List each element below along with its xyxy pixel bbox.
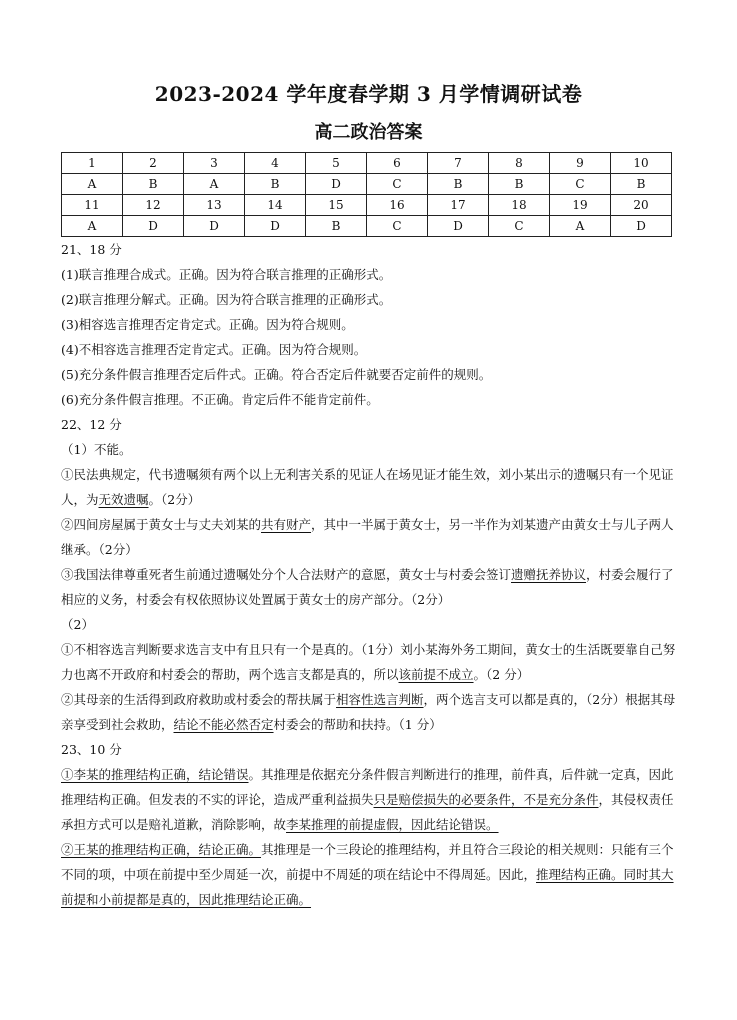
- answer-cell: D: [428, 216, 489, 237]
- answer-cell: B: [123, 174, 184, 195]
- question-number-cell: 20: [611, 195, 672, 216]
- q21-heading: 21、18 分: [61, 242, 122, 257]
- q23-point1: ①李某的推理结构正确，结论错误。其推理是依据充分条件假言判断进行的推理，前件真，后件就一定真，因此推理结构正确。但发表的不实的评论，造成严重利益损失只是赔偿损失的必要条件，不是充分条件，其侵权责任承担方式可以是赔礼道歉，消除影响，故李某推理的前提虚假，因此结论错误。: [61, 767, 674, 832]
- q22-part1-point2: ②四间房屋属于黄女士与丈夫刘某的共有财产，其中一半属于黄女士，另一半作为刘某遗产由黄女士与儿子两人继承。（2分）: [61, 517, 674, 557]
- question-number-cell: 15: [306, 195, 367, 216]
- q21-item: (6)充分条件假言推理。不正确。肯定后件不能肯定前件。: [61, 392, 379, 407]
- answer-cell: B: [611, 174, 672, 195]
- question-number-cell: 17: [428, 195, 489, 216]
- answer-cell: A: [62, 174, 123, 195]
- answer-row: [62, 216, 672, 237]
- answer-cell: C: [367, 174, 428, 195]
- q21-item: (3)相容选言推理否定肯定式。正确。因为符合规则。: [61, 317, 354, 332]
- question-number-cell: 7: [428, 153, 489, 174]
- q21-item: (2)联言推理分解式。正确。因为符合联言推理的正确形式。: [61, 292, 392, 307]
- answer-cell: A: [184, 174, 245, 195]
- page-subtitle: 高二政治答案: [314, 122, 423, 143]
- question-number-cell: 16: [367, 195, 428, 216]
- question-number-cell: 11: [62, 195, 123, 216]
- question-number-row: [62, 195, 672, 216]
- q23-heading: 23、10 分: [61, 742, 122, 757]
- question-number-cell: 9: [550, 153, 611, 174]
- question-number-cell: 8: [489, 153, 550, 174]
- q22-part2-point1: ①不相容选言判断要求选言支中有且只有一个是真的。（1分）刘小某海外务工期间，黄女士的生活既要靠自己努力也离不开政府和村委会的帮助，两个选言支都是真的，所以该前提不成立。（2 分）: [61, 642, 676, 682]
- question-number-row: [62, 153, 672, 174]
- q23-point2: ②王某的推理结构正确，结论正确。其推理是一个三段论的推理结构，并且符合三段论的相关规则：只能有三个不同的项，中项在前提中至少周延一次，前提中不周延的项在结论中不得周延。因此，推理结构正确。同时其大前提和小前提都是真的，因此推理结论正确。: [61, 842, 674, 907]
- q22-part1-point3: ③我国法律尊重死者生前通过遗嘱处分个人合法财产的意愿，黄女士与村委会签订遗赠抚养协议，村委会履行了相应的义务，村委会有权依照协议处置属于黄女士的房产部分。（2分）: [61, 567, 674, 607]
- question-number-cell: 10: [611, 153, 672, 174]
- question-number-cell: 3: [184, 153, 245, 174]
- question-number-cell: 6: [367, 153, 428, 174]
- answer-cell: C: [489, 216, 550, 237]
- answer-cell: B: [245, 174, 306, 195]
- answer-cell: C: [367, 216, 428, 237]
- answer-cell: D: [611, 216, 672, 237]
- question-number-cell: 12: [123, 195, 184, 216]
- question-number-cell: 1: [62, 153, 123, 174]
- answer-cell: B: [306, 216, 367, 237]
- answer-content: [61, 237, 676, 912]
- answer-cell: A: [62, 216, 123, 237]
- answer-cell: D: [245, 216, 306, 237]
- q22-part2-label: （2）: [61, 617, 94, 632]
- answer-table: [61, 152, 672, 237]
- answer-row: [62, 174, 672, 195]
- q21-item: (5)充分条件假言推理否定后件式。正确。符合否定后件就要否定前件的规则。: [61, 367, 492, 382]
- answer-cell: D: [184, 216, 245, 237]
- answer-cell: C: [550, 174, 611, 195]
- question-number-cell: 18: [489, 195, 550, 216]
- q22-part2-point2: ②其母亲的生活得到政府救助或村委会的帮扶属于相容性选言判断，两个选言支可以都是真的，（2分）根据其母亲享受到社会救助，结论不能必然否定村委会的帮助和扶持。（1 分）: [61, 692, 676, 732]
- answer-cell: B: [489, 174, 550, 195]
- q21-item: (4)不相容选言推理否定肯定式。正确。因为符合规则。: [61, 342, 367, 357]
- page-title: 2023-2024 学年度春学期 3 月学情调研试卷: [154, 82, 583, 106]
- answer-cell: A: [550, 216, 611, 237]
- q22-part1-label: （1）不能。: [61, 442, 132, 457]
- question-number-cell: 5: [306, 153, 367, 174]
- question-number-cell: 19: [550, 195, 611, 216]
- q22-heading: 22、12 分: [61, 417, 122, 432]
- answer-cell: B: [428, 174, 489, 195]
- q21-item: (1)联言推理合成式。正确。因为符合联言推理的正确形式。: [61, 267, 392, 282]
- q22-part1-point1: ①民法典规定，代书遗嘱须有两个以上无利害关系的见证人在场见证才能生效，刘小某出示的遗嘱只有一个见证人，为无效遗嘱。（2分）: [61, 467, 674, 507]
- question-number-cell: 13: [184, 195, 245, 216]
- answer-cell: D: [123, 216, 184, 237]
- question-number-cell: 14: [245, 195, 306, 216]
- question-number-cell: 4: [245, 153, 306, 174]
- question-number-cell: 2: [123, 153, 184, 174]
- answer-cell: D: [306, 174, 367, 195]
